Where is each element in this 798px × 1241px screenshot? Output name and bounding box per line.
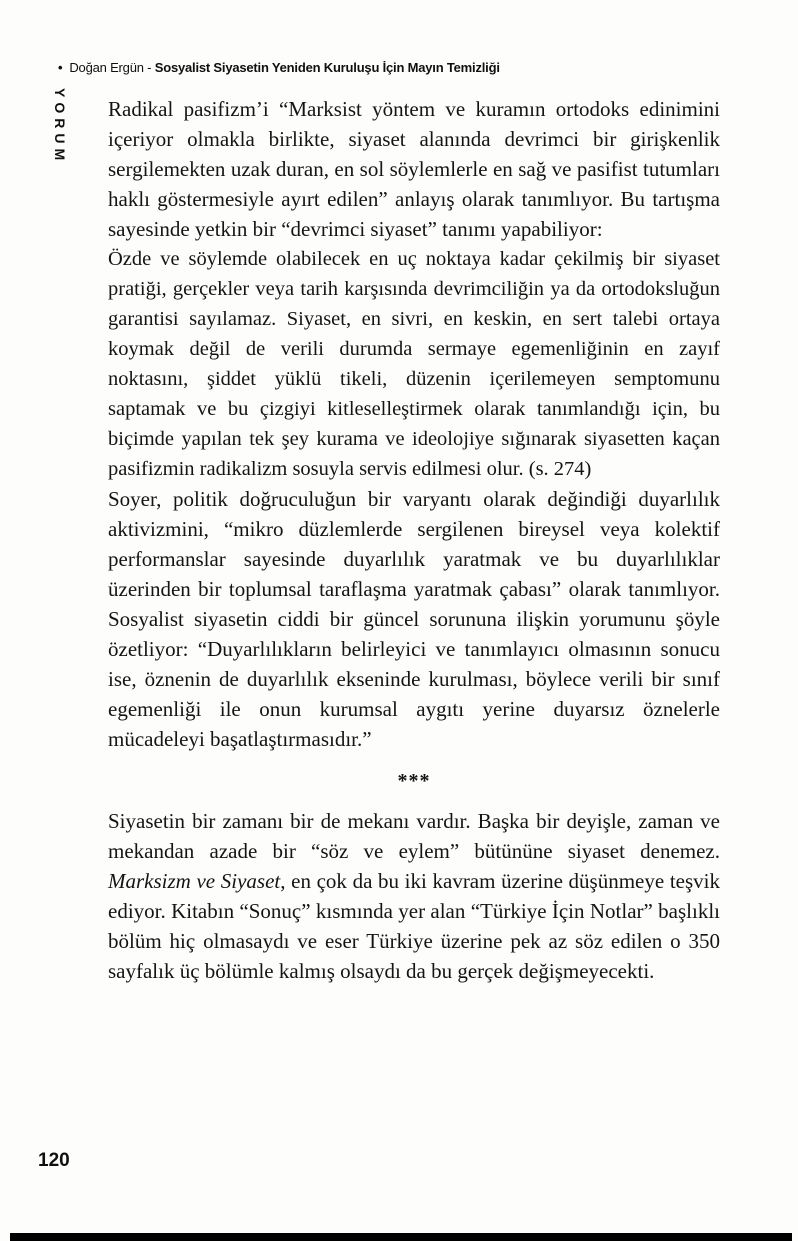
blockquote-citation: (s. 274) <box>528 458 592 480</box>
blockquote <box>108 244 720 484</box>
running-header <box>58 60 758 75</box>
paragraph-3 <box>108 806 720 986</box>
paragraph-3-text-after: , en çok da bu iki kavram üzerine düşünmeye teşvik ediyor. Kitabın “Sonuç” kısmında yer alan “Türkiye İçin Notlar” başlıklı bölüm hiç olmasaydı ve eser Türkiye üzerine pek az söz edilen o 350 sayfalık üç bölümle kalmış olsaydı da bu gerçek değişmeyecekti. <box>108 869 720 983</box>
blockquote-text: Özde ve söylemde olabilecek en uç noktaya kadar çekilmiş bir siyaset pratiği, gerçekler veya tarih karşısında devrimciliğin ya da ortodoksluğun garantisi sayılamaz. Siyaset, en sivri, en keskin, en sert talebi ortaya koymak değil de verili durumda sermaye egemenliğinin en zayıf noktasını, şiddet yüklü tikeli, düzenin içerilemeyen semptomunu saptamak ve bu çizgiyi kitleselleştirmek olarak tanımlandığı için, bu biçimde yapılan tek şey kurama ve ideolojiye sığınarak siyasetten kaçan pasifizmin radikalizm sosuyla servis edilmesi olur. <box>108 248 720 480</box>
paragraph-2: Soyer, politik doğruculuğun bir varyantı olarak değindiği duyarlılık aktivizmini, “mikro düzlemlerde sergilenen bireysel veya kolektif performanslar sayesinde duyarlılık yaratmak ve bu duyarlılıklar üzerinden bir toplumsal taraflaşma yaratmak çabası” olarak tanımlıyor. Sosyalist siyasetin ciddi bir güncel sorununa ilişkin yorumunu şöyle özetliyor: “Duyarlılıkların belirleyici ve tanımlayıcı olmasının sonucu ise, öznenin de duyarlılık ekseninde kurulması, böylece verili bir sınıf egemenliği ile onun kurumsal aygıtı yerine duyarsız öznelerle mücadeleyi başatlaştırmasıdır.” <box>108 487 720 751</box>
page-bottom-scan-edge <box>10 1233 792 1241</box>
book-title-italic: Marksizm ve Siyaset <box>108 869 281 893</box>
header-author: Doğan Ergün - <box>69 60 155 75</box>
page-body <box>108 94 720 986</box>
paragraph-1: Radikal pasifizm’i “Marksist yöntem ve kuramın ortodoks edinimini içeriyor olmakla birlikte, siyaset alanında devrimci bir girişkenlik sergilemekten uzak duran, en sol söylemlerle en sağ ve pasifist tutumları haklı göstermesiyle ayırt edilen” anlayış olarak tanımlıyor. Bu tartışma sayesinde yetkin bir “devrimci siyaset” tanımı yapabiliyor: <box>108 97 720 241</box>
header-book-title: Sosyalist Siyasetin Yeniden Kuruluşu İçin Mayın Temizliği <box>154 60 500 75</box>
header-bullet-icon: • <box>58 60 63 75</box>
page-number: 120 <box>38 1150 70 1171</box>
asterisk-separator: *** <box>397 770 431 792</box>
paragraph-3-text-before: Siyasetin bir zamanı bir de mekanı vardır. Başka bir deyişle, zaman ve mekandan azade bir “söz ve eylem” bütününe siyaset denemez. <box>108 809 720 863</box>
section-label-yorum: YORUM <box>52 88 68 166</box>
